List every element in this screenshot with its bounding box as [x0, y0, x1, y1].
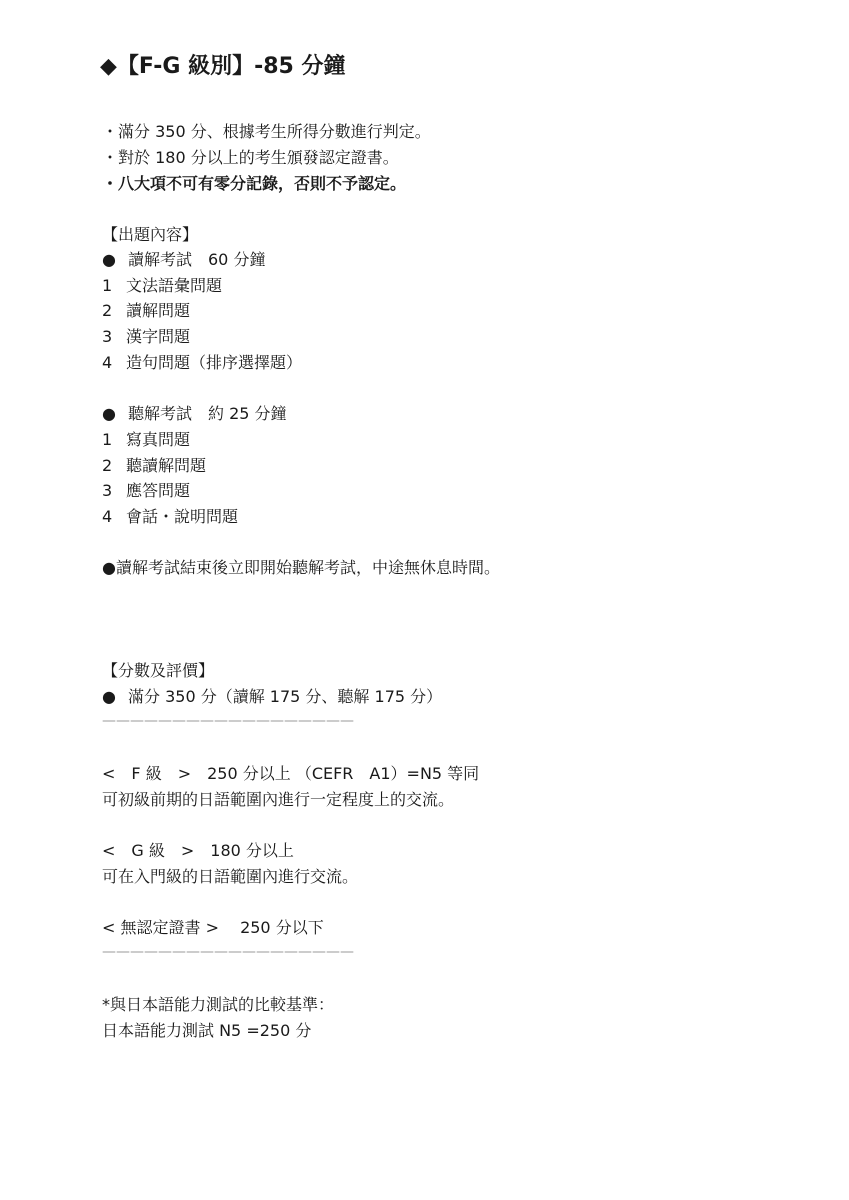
level-g-description: 可在入門級的日語範圍內進行交流。: [102, 867, 359, 886]
divider: ——————————————————: [102, 944, 354, 960]
score-heading: 【分數及評價】: [102, 661, 215, 680]
list-item-label: 寫真問題: [126, 430, 191, 449]
list-item-label: 應答問題: [126, 481, 191, 500]
list-item-label: 文法語彙問題: [126, 276, 223, 295]
list-item-label: 造句問題（排序選擇題）: [126, 353, 303, 372]
list-item: [102, 300, 190, 322]
level-f-description: 可初級前期的日語範圍內進行一定程度上的交流。: [102, 790, 455, 809]
list-item-label: 聽讀解問題: [126, 456, 207, 475]
comparison-value: 日本語能力測試 N5 =250 分: [102, 1021, 312, 1040]
list-item-number: 1: [102, 276, 113, 295]
list-item-number: 3: [102, 481, 113, 500]
list-item-number: 4: [102, 507, 113, 526]
content-heading: 【出題內容】: [102, 225, 199, 244]
list-item-number: 2: [102, 456, 113, 475]
list-item-number: 2: [102, 301, 113, 320]
list-item: [102, 506, 238, 528]
reading-title: 讀解考試 60 分鐘: [128, 250, 266, 269]
level-f-label: < F 級 > 250 分以上 （CEFR A1）=N5 等同: [102, 764, 480, 783]
page-title: ◆【F-G 級別】-85 分鐘: [100, 54, 346, 79]
list-item: [102, 352, 302, 374]
listening-title: 聽解考試 約 25 分鐘: [128, 404, 287, 423]
comparison-heading: *與日本語能力測試的比較基準：: [102, 995, 335, 1014]
score-total-text: 滿分 350 分（讀解 175 分、聽解 175 分）: [128, 687, 443, 706]
list-item-label: 會話・說明問題: [126, 507, 239, 526]
list-item-label: 讀解問題: [126, 301, 191, 320]
intro-line-3: ・八大項不可有零分記錄，否則不予認定。: [102, 174, 407, 193]
reading-section-title: [102, 249, 265, 271]
list-item-label: 漢字問題: [126, 327, 191, 346]
list-item: [102, 326, 190, 348]
divider: ——————————————————: [102, 713, 354, 729]
schedule-note: ●讀解考試結束後立即開始聽解考試，中途無休息時間。: [102, 558, 500, 577]
intro-line-1: ・滿分 350 分、根據考生所得分數進行判定。: [102, 122, 431, 141]
list-item: [102, 429, 190, 451]
level-g-label: < G 級 > 180 分以上: [102, 841, 294, 860]
bullet-icon: ●: [102, 687, 116, 706]
list-item-number: 3: [102, 327, 113, 346]
intro-line-2: ・對於 180 分以上的考生頒發認定證書。: [102, 148, 399, 167]
bullet-icon: ●: [102, 404, 116, 423]
list-item-number: 1: [102, 430, 113, 449]
score-total: [102, 686, 442, 708]
list-item: [102, 480, 190, 502]
no-certificate-label: < 無認定證書 > 250 分以下: [102, 918, 324, 937]
list-item-number: 4: [102, 353, 113, 372]
list-item: [102, 455, 206, 477]
bullet-icon: ●: [102, 250, 116, 269]
list-item: [102, 275, 222, 297]
listening-section-title: [102, 403, 287, 425]
